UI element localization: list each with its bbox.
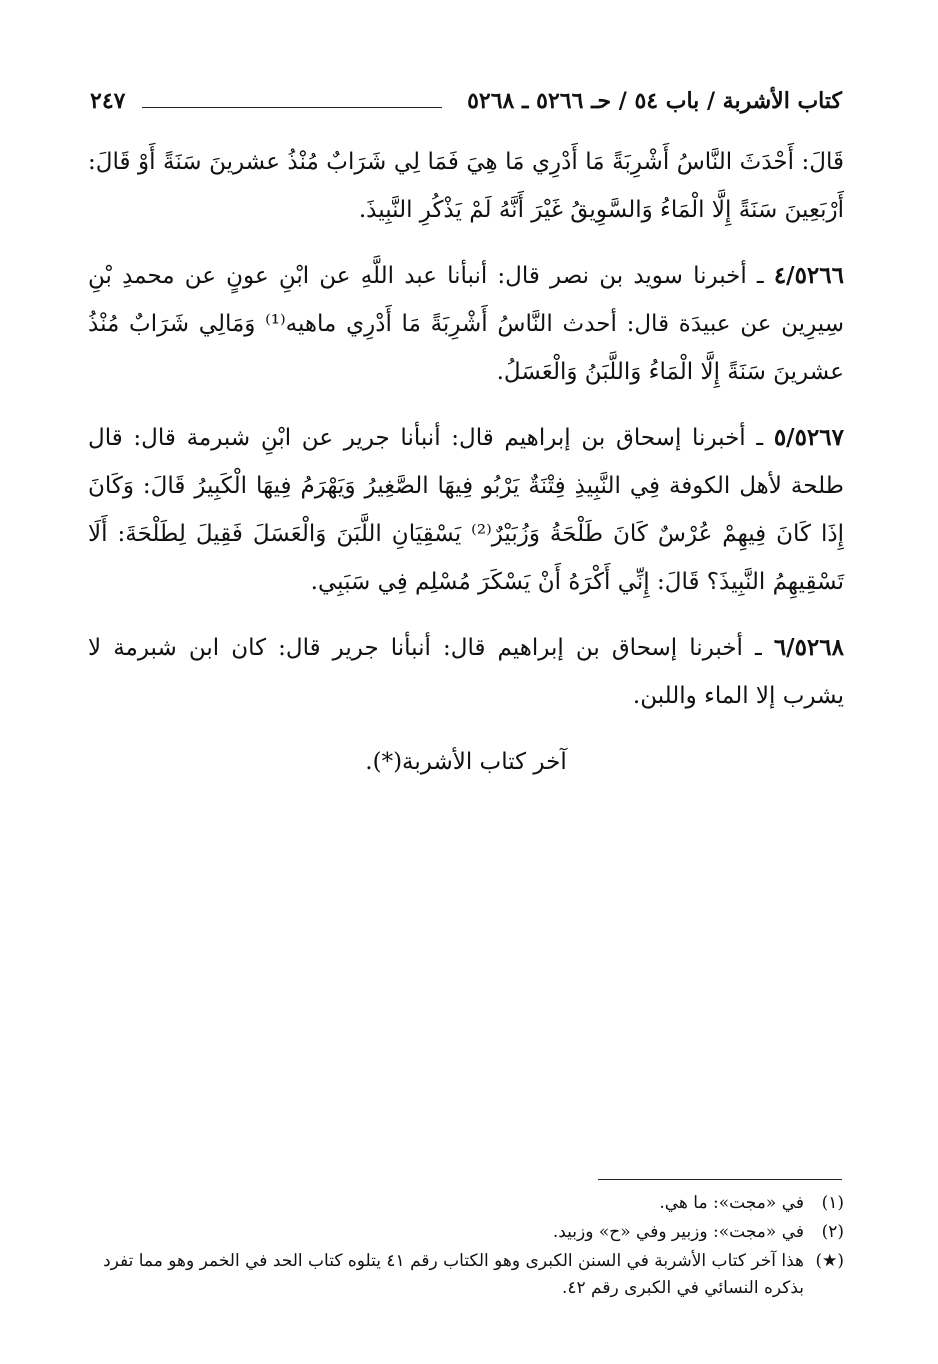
paragraph-text: ـ أخبرنا إسحاق بن إبراهيم قال: أنبأنا جرير عن ابْنِ شبرمة قال: قال طلحة لأهل الكوفة فِي النَّبِيذِ فِتْنَةٌ يَرْبُو فِيهَا الصَّغِيرُ وَيَهْرَمُ فِيهَا الْكَبِيرُ قَالَ: وَكَانَ إِذَا كَانَ فِيهِمْ عُرْسٌ كَانَ طَلْحَةُ وَزُبَيْرٌ⁽²⁾ يَسْقِيَانِ اللَّبَنَ وَالْعَسَلَ فَقِيلَ لِطَلْحَةَ: أَلَا تَسْقِيهِمُ النَّبِيذَ؟ قَالَ: إِنِّي أَكْرَهُ أَنْ يَسْكَرَ مُسْلِم فِي سَبَبِي.: [88, 425, 844, 595]
hadith-number: ٤/٥٢٦٦: [773, 262, 844, 289]
footnote-mark: (٢): [821, 1222, 844, 1242]
hadith-number: ٥/٥٢٦٧: [773, 424, 844, 451]
paragraph-text: ـ أخبرنا إسحاق بن إبراهيم قال: أنبأنا جرير قال: كان ابن شبرمة لا يشرب إلا الماء واللبن.: [88, 635, 844, 709]
main-text: [88, 138, 844, 809]
footnote-star: [84, 1248, 844, 1302]
footnote-rule: [598, 1179, 842, 1180]
footnote-mark: (١): [821, 1193, 844, 1213]
closing-line: آخر كتاب الأشربة(*).: [365, 749, 567, 775]
page-number: ٢٤٧: [90, 88, 131, 114]
header-rule: [142, 107, 442, 108]
footnotes: [84, 1190, 844, 1304]
footnote-text: في «مجت»: وزبير وفي «ح» وزبيد.: [552, 1222, 804, 1242]
footnote-1: [84, 1190, 844, 1217]
footnote-2: [84, 1219, 844, 1246]
hadith-number: ٦/٥٢٦٨: [773, 634, 844, 661]
paragraph-hadith-5268: [88, 624, 844, 720]
paragraph-hadith-5266: [88, 252, 844, 396]
footnote-mark: (★): [815, 1251, 844, 1271]
paragraph-hadith-5267: [88, 414, 844, 606]
header-title: كتاب الأشربة / باب ٥٤ / حـ ٥٢٦٦ ـ ٥٢٦٨: [461, 88, 842, 114]
footnote-text: في «مجت»: ما هي.: [659, 1193, 804, 1213]
paragraph-text: قَالَ: أَحْدَثَ النَّاسُ أَشْرِبَةً مَا أَدْرِي مَا هِيَ فَمَا لِي شَرَابٌ مُنْذُ عشرينَ سَنَةً أَوْ قَالَ: أَرْبَعِينَ سَنَةً إِلَّا الْمَاءُ وَالسَّوِيقُ غَيْرَ أَنَّهُ لَمْ يَذْكُرِ النَّبِيذَ.: [88, 149, 844, 223]
paragraph-continuation: [88, 138, 844, 234]
paragraph-text: ـ أخبرنا سويد بن نصر قال: أنبأنا عبد اللَّهِ عن ابْنِ عونٍ عن محمدِ بْنِ سِيرِين عن عبيدَة قال: أحدث النَّاسُ أَشْرِبَةً مَا أَدْرِي ماهيه⁽¹⁾ وَمَالِي شَرَابٌ مُنْذُ عشرينَ سَنَةً إِلَّا الْمَاءُ وَاللَّبَنُ وَالْعَسَلُ.: [88, 263, 844, 385]
footnote-text: هذا آخر كتاب الأشربة في السنن الكبرى وهو الكتاب رقم ٤١ يتلوه كتاب الحد في الخمر وهو مما تفرد بذكره النسائي في الكبرى رقم ٤٢.: [103, 1251, 804, 1298]
running-header: [90, 88, 842, 122]
